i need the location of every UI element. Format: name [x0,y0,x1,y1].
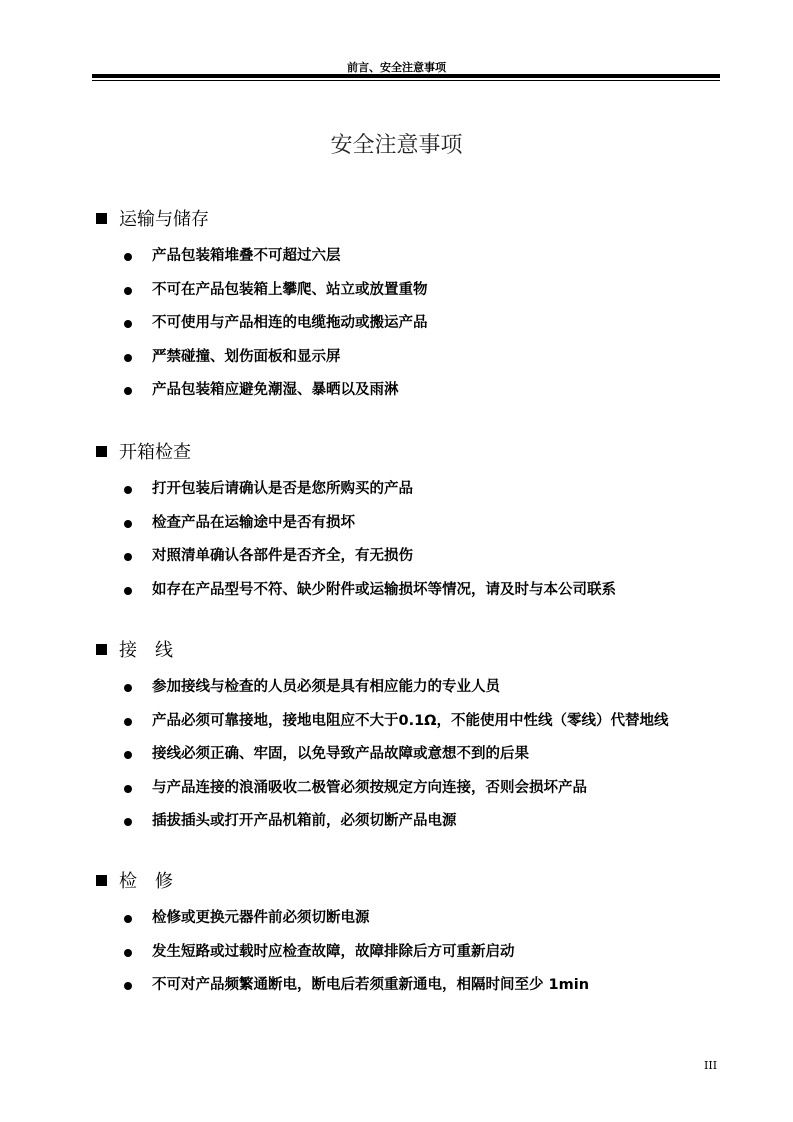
bullet-list [96,240,736,408]
list-item: 参加接线与检查的人员必须是具有相应能力的专业人员 [96,671,736,705]
bullet-dot-icon [124,520,132,528]
bullet-dot-icon [124,818,132,826]
bullet-dot-icon [124,253,132,261]
bullet-dot-icon [124,587,132,595]
page-number: III [704,1059,718,1072]
bullet-dot-icon [124,982,132,990]
list-item: 打开包装后请确认是否是您所购买的产品 [96,473,736,507]
section-heading: 运输与储存 [119,209,209,230]
bullet-dot-icon [124,486,132,494]
running-header: 前言、安全注意事项 [347,61,446,74]
list-item: 不可对产品频繁通断电，断电后若须重新通电，相隔时间至少 1min [96,969,736,1003]
header-rule-thin [92,80,720,81]
bullet-dot-icon [124,915,132,923]
header-rule-thick [92,74,720,78]
bullet-list [96,902,736,1003]
list-item: 产品包装箱应避免潮湿、暴晒以及雨淋 [96,374,736,408]
list-item: 如存在产品型号不符、缺少附件或运输损坏等情况，请及时与本公司联系 [96,574,736,608]
list-item: 产品包装箱堆叠不可超过六层 [96,240,736,274]
bullet-dot-icon [124,553,132,561]
bullet-dot-icon [124,387,132,395]
section-heading: 开箱检查 [119,442,191,463]
section-maintenance [96,868,736,1003]
square-bullet-icon [96,446,107,457]
bullet-dot-icon [124,287,132,295]
bullet-dot-icon [124,718,132,726]
bullet-dot-icon [124,684,132,692]
square-bullet-icon [96,644,107,655]
section-heading: 检 修 [119,871,173,892]
square-bullet-icon [96,213,107,224]
bullet-dot-icon [124,785,132,793]
list-item: 插拔插头或打开产品机箱前，必须切断产品电源 [96,805,736,839]
list-item: 发生短路或过载时应检查故障，故障排除后方可重新启动 [96,936,736,970]
bullet-dot-icon [124,751,132,759]
list-item: 接线必须正确、牢固，以免导致产品故障或意想不到的后果 [96,738,736,772]
list-item: 产品必须可靠接地，接地电阻应不大于0.1Ω，不能使用中性线（零线）代替地线 [96,705,736,739]
bullet-dot-icon [124,949,132,957]
bullet-list [96,473,736,607]
section-transport-storage [96,206,736,408]
list-item: 检修或更换元器件前必须切断电源 [96,902,736,936]
list-item: 与产品连接的浪涌吸收二极管必须按规定方向连接，否则会损坏产品 [96,772,736,806]
page-title: 安全注意事项 [330,133,463,158]
list-item: 检查产品在运输途中是否有损坏 [96,507,736,541]
bullet-dot-icon [124,320,132,328]
section-unpacking-inspection [96,439,736,607]
square-bullet-icon [96,875,107,886]
section-wiring [96,637,736,839]
bullet-list [96,671,736,839]
list-item: 不可使用与产品相连的电缆拖动或搬运产品 [96,307,736,341]
bullet-dot-icon [124,354,132,362]
list-item: 不可在产品包装箱上攀爬、站立或放置重物 [96,274,736,308]
list-item: 对照清单确认各部件是否齐全，有无损伤 [96,540,736,574]
section-heading: 接 线 [119,640,173,661]
list-item: 严禁碰撞、划伤面板和显示屏 [96,341,736,375]
